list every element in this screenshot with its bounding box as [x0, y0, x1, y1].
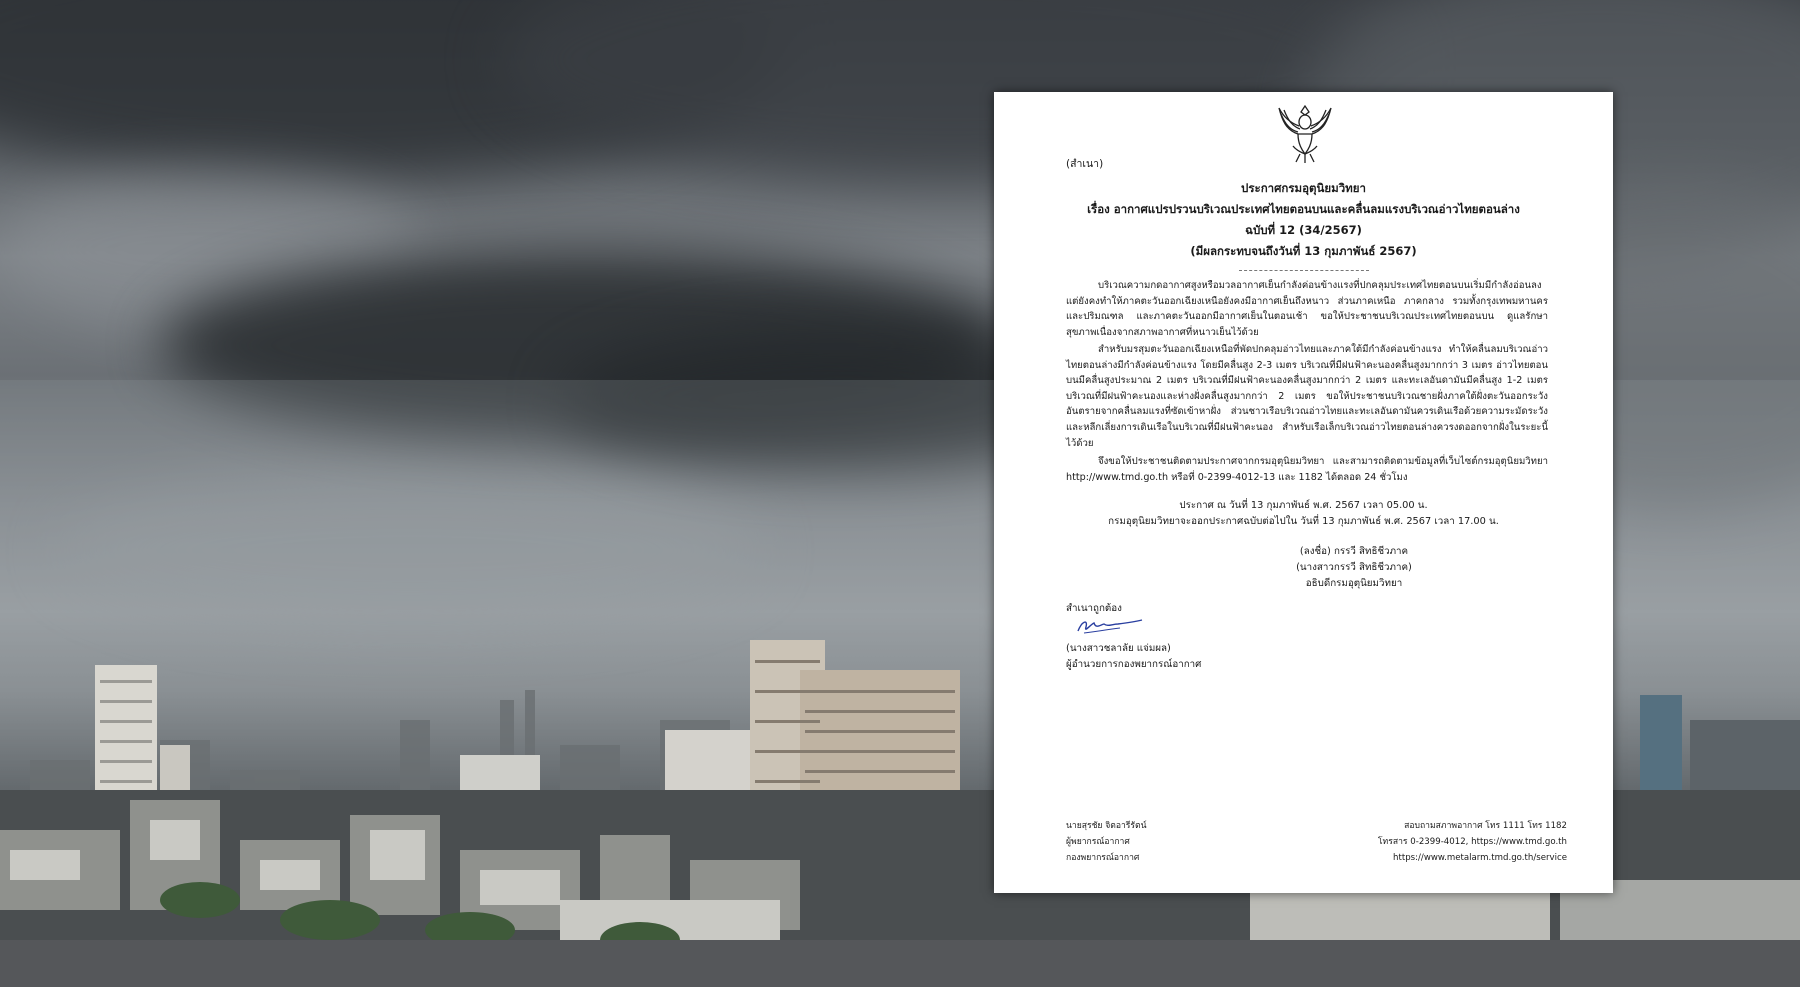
- tmd-announcement-document: [994, 92, 1613, 893]
- header-divider: [1239, 270, 1369, 271]
- footer-contact-phone: สอบถามสภาพอากาศ โทร 1111 โทร 1182: [1404, 821, 1567, 831]
- next-issue-datetime: กรมอุตุนิยมวิทยาจะออกประกาศฉบับต่อไปใน วันที่ 13 กุมภาพันธ์ พ.ศ. 2567 เวลา 17.00 น.: [1108, 516, 1499, 527]
- footer-forecaster-role: ผู้พยากรณ์อากาศ: [1066, 837, 1130, 847]
- paragraph-monsoon-waves: สำหรับมรสุมตะวันออกเฉียงเหนือที่พัดปกคลุมอ่าวไทยและภาคใต้มีกำลังค่อนข้างแรง ทำให้คลื่นลมบริเวณอ่าวไทยตอนล่างมีกำลังค่อนข้างแรง โดยมีคลื่นสูง 2-3 เมตร บริเวณที่มีฝนฟ้าคะนองคลื่นสูงมากกว่า 3 เมตร อ่าวไทยตอนบนมีคลื่นสูงประมาณ 2 เมตร บริเวณที่มีฝนฟ้าคะนองคลื่นสูงมากกว่า 2 เมตร และทะเลอันดามันมีคลื่นสูง 1-2 เมตร บริเวณที่มีฝนฟ้าคะนองและห่างฝั่งคลื่นสูงมากกว่า 2 เมตร ขอให้ประชาชนบริเวณชายฝั่งภาคใต้ฝั่งตะวันออกระวังอันตรายจากคลื่นลมแรงที่ซัดเข้าหาฝั่ง ส่วนชาวเรือบริเวณอ่าวไทยและทะเลอันดามันควรเดินเรือด้วยความระมัดระวังและหลีกเลี่ยงการเดินเรือในบริเวณที่มีฝนฟ้าคะนอง สำหรับเรือเล็กบริเวณอ่าวไทยตอนล่างควรงดออกจากฝั่งในระยะนี้ไว้ด้วย: [1066, 344, 1548, 449]
- garuda-emblem: [1276, 102, 1334, 166]
- signatory-signed: (ลงชื่อ) กรรวี สิทธิชีวภาค: [1299, 546, 1409, 557]
- copy-label: (สำเนา): [1066, 158, 1104, 170]
- announcement-title: ประกาศกรมอุตุนิยมวิทยา: [1241, 181, 1366, 195]
- announcement-subject: เรื่อง อากาศแปรปรวนบริเวณประเทศไทยตอนบนและคลื่นลมแรงบริเวณอ่าวไทยตอนล่าง: [1087, 202, 1520, 216]
- signatory-name: (นางสาวกรรวี สิทธิชีวภาค): [1296, 562, 1412, 573]
- footer-contact-fax: โทรสาร 0-2399-4012, https://www.tmd.go.th: [1377, 837, 1567, 847]
- footer-contact-service-url: https://www.metalarm.tmd.go.th/service: [1393, 853, 1567, 863]
- handwritten-signature: [1074, 615, 1144, 637]
- announced-datetime: ประกาศ ณ วันที่ 13 กุมภาพันธ์ พ.ศ. 2567 เวลา 05.00 น.: [1179, 500, 1428, 511]
- footer-forecaster-name: นายสุรชัย จิตอารีรัตน์: [1066, 821, 1147, 831]
- signatory-position: อธิบดีกรมอุตุนิยมวิทยา: [1305, 578, 1403, 589]
- certified-position: ผู้อำนวยการกองพยากรณ์อากาศ: [1066, 659, 1202, 670]
- paragraph-cold-air: บริเวณความกดอากาศสูงหรือมวลอากาศเย็นกำลังค่อนข้างแรงที่ปกคลุมประเทศไทยตอนบนเริ่มมีกำลังอ่อนลง แต่ยังคงทำให้ภาคตะวันออกเฉียงเหนือยังคงมีอากาศเย็นถึงหนาว ส่วนภาคเหนือ ภาคกลาง รวมทั้งกรุงเทพมหานครและปริมณฑล และภาคตะวันออกมีอากาศเย็นในตอนเช้า ขอให้ประชาชนบริเวณประเทศไทยตอนบน ดูแลรักษาสุขภาพเนื่องจากสภาพอากาศที่หนาวเย็นไว้ด้วย: [1066, 280, 1548, 338]
- footer-forecaster-division: กองพยากรณ์อากาศ: [1066, 853, 1140, 863]
- certified-name: (นางสาวชลาลัย แจ่มผล): [1066, 643, 1171, 654]
- announcement-issue: ฉบับที่ 12 (34/2567): [1245, 223, 1362, 237]
- announcement-effective-date: (มีผลกระทบจนถึงวันที่ 13 กุมภาพันธ์ 2567): [1190, 244, 1417, 258]
- certified-copy-label: สำเนาถูกต้อง: [1066, 603, 1122, 614]
- paragraph-follow-updates: จึงขอให้ประชาชนติดตามประกาศจากกรมอุตุนิยมวิทยา และสามารถติดตามข้อมูลที่เว็บไซต์กรมอุตุนิยมวิทยา http://www.tmd.go.th หรือที่ 0-2399-4012-13 และ 1182 ได้ตลอด 24 ชั่วโมง: [1066, 456, 1548, 483]
